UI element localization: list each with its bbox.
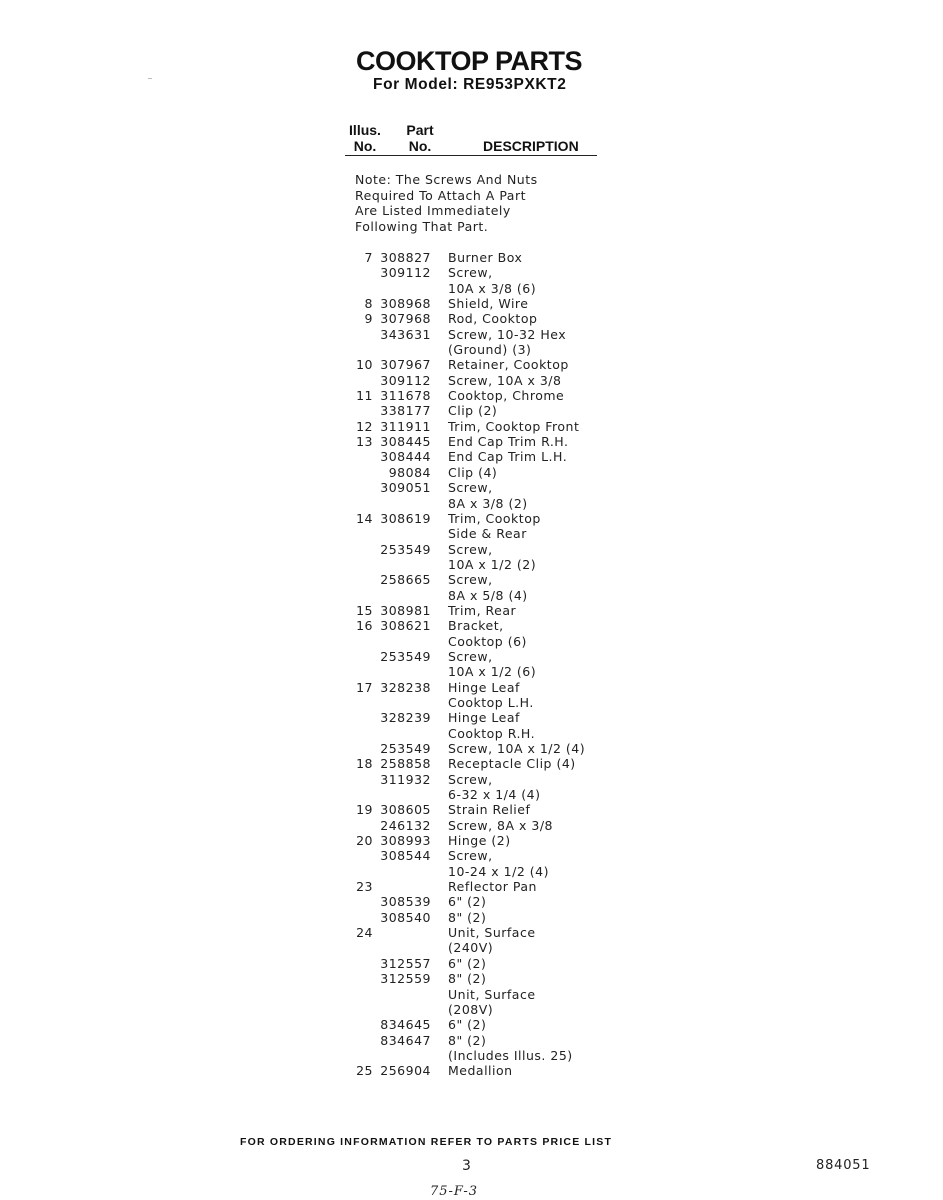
- illus-number: [345, 526, 373, 541]
- part-description: Retainer, Cooktop: [448, 357, 569, 373]
- illus-number: [345, 710, 373, 725]
- parts-row: [345, 848, 635, 863]
- part-description: Screw, 8A x 3/8: [448, 817, 553, 833]
- part-description: Clip (2): [448, 403, 498, 419]
- illus-number: [345, 449, 373, 464]
- part-description: Cooktop, Chrome: [448, 388, 565, 404]
- part-number: [373, 726, 431, 741]
- parts-row: [345, 403, 635, 418]
- parts-row: [345, 588, 635, 603]
- part-number: 311911: [380, 418, 431, 434]
- illus-number: [345, 480, 373, 495]
- parts-row: [345, 480, 635, 495]
- parts-row: [345, 664, 635, 679]
- part-number: [373, 281, 431, 296]
- part-number: 309112: [380, 265, 431, 281]
- parts-row: [345, 557, 635, 572]
- illus-number: 24: [356, 925, 373, 941]
- part-description: Screw,: [448, 648, 493, 664]
- illus-number: 23: [356, 879, 373, 895]
- parts-row: [345, 634, 635, 649]
- parts-row: [345, 357, 635, 372]
- part-number: 312559: [380, 971, 431, 987]
- part-number: 308445: [380, 434, 431, 450]
- parts-row: [345, 603, 635, 618]
- parts-row: [345, 894, 635, 909]
- part-description: 8" (2): [448, 1032, 487, 1048]
- parts-row: [345, 296, 635, 311]
- header-rule: [345, 155, 597, 156]
- part-number: [373, 940, 431, 955]
- part-number: 308444: [380, 449, 431, 465]
- handwritten-mark: 75-F-3: [430, 1184, 479, 1199]
- parts-row: [345, 281, 635, 296]
- document-code: 884051: [816, 1158, 871, 1173]
- part-description: (Includes Illus. 25): [448, 1047, 573, 1063]
- part-number: 98084: [388, 464, 431, 480]
- column-header-illus-no: Illus. No.: [349, 122, 381, 154]
- part-number: [373, 634, 431, 649]
- illus-number: [345, 1033, 373, 1048]
- illus-number: 12: [356, 418, 373, 434]
- parts-row: [345, 925, 635, 940]
- part-number: [373, 695, 431, 710]
- part-description: (240V): [448, 940, 494, 956]
- part-description: Screw,: [448, 572, 493, 588]
- parts-row: [345, 511, 635, 526]
- parts-row: [345, 1048, 635, 1063]
- part-description: 10-24 x 1/2 (4): [448, 863, 549, 879]
- part-number: 328239: [380, 710, 431, 726]
- parts-row: [345, 956, 635, 971]
- part-description: Unit, Surface: [448, 986, 536, 1002]
- parts-row: [345, 373, 635, 388]
- ordering-info: FOR ORDERING INFORMATION REFER TO PARTS PRICE LIST: [240, 1136, 613, 1148]
- parts-row: [345, 526, 635, 541]
- illus-number: [345, 281, 373, 296]
- illus-number: [345, 987, 373, 1002]
- parts-row: [345, 726, 635, 741]
- part-number: 307967: [380, 357, 431, 373]
- part-description: Screw,: [448, 480, 493, 496]
- parts-row: [345, 787, 635, 802]
- illus-number: [345, 496, 373, 511]
- part-description: 8" (2): [448, 971, 487, 987]
- parts-row: [345, 940, 635, 955]
- part-description: Side & Rear: [448, 526, 527, 542]
- part-description: Reflector Pan: [448, 879, 537, 895]
- parts-row: [345, 265, 635, 280]
- part-description: End Cap Trim R.H.: [448, 434, 569, 450]
- part-description: 6-32 x 1/4 (4): [448, 787, 541, 803]
- part-number: 308539: [380, 894, 431, 910]
- illus-number: [345, 726, 373, 741]
- part-number: 309051: [380, 480, 431, 496]
- illus-number: [345, 787, 373, 802]
- page-title: COOKTOP PARTS: [356, 46, 583, 76]
- part-description: Medallion: [448, 1063, 513, 1079]
- part-description: Hinge Leaf: [448, 679, 520, 695]
- part-description: Hinge (2): [448, 833, 511, 849]
- part-number: [373, 925, 431, 940]
- part-number: 253549: [380, 741, 431, 756]
- illus-number: [345, 342, 373, 357]
- illus-number: [345, 634, 373, 649]
- parts-row: [345, 496, 635, 511]
- parts-row: [345, 879, 635, 894]
- part-description: End Cap Trim L.H.: [448, 449, 568, 465]
- illus-number: 17: [356, 679, 373, 695]
- part-number: 308993: [380, 833, 431, 849]
- part-number: [373, 864, 431, 879]
- illus-number: [345, 695, 373, 710]
- parts-row: [345, 1063, 635, 1078]
- illus-number: [345, 664, 373, 679]
- page-number: 3: [462, 1158, 471, 1174]
- parts-row: [345, 1033, 635, 1048]
- part-number: [373, 496, 431, 511]
- illus-number: [345, 864, 373, 879]
- part-number: 308544: [380, 848, 431, 864]
- scan-speck: [148, 78, 152, 79]
- illus-number: [345, 1048, 373, 1063]
- parts-row: [345, 971, 635, 986]
- part-description: (Ground) (3): [448, 342, 532, 358]
- part-number: 307968: [380, 311, 431, 327]
- parts-row: [345, 388, 635, 403]
- parts-row: [345, 465, 635, 480]
- model-subtitle: For Model: RE953PXKT2: [373, 76, 567, 93]
- part-description: 8A x 3/8 (2): [448, 495, 528, 511]
- illus-number: 8: [364, 296, 373, 312]
- illus-number: [345, 588, 373, 603]
- part-description: Screw,: [448, 771, 493, 787]
- illus-number: [345, 894, 373, 909]
- parts-row: [345, 680, 635, 695]
- part-number: [373, 987, 431, 1002]
- part-number: 308540: [380, 909, 431, 925]
- illus-number: [345, 557, 373, 572]
- part-number: 343631: [380, 326, 431, 342]
- part-number: 834645: [380, 1017, 431, 1033]
- part-number: 258858: [380, 756, 431, 772]
- illus-number: 14: [356, 510, 373, 526]
- part-number: 256904: [380, 1063, 431, 1079]
- parts-row: [345, 1002, 635, 1017]
- part-number: 309112: [380, 372, 431, 388]
- part-number: 246132: [380, 817, 431, 833]
- illus-number: [345, 572, 373, 587]
- illus-number: 25: [356, 1063, 373, 1079]
- illus-number: [345, 403, 373, 418]
- illus-number: [345, 818, 373, 833]
- part-description: 8" (2): [448, 909, 487, 925]
- illus-number: [345, 910, 373, 925]
- part-description: Strain Relief: [448, 802, 531, 818]
- illus-number: 11: [356, 388, 373, 404]
- part-number: 308827: [380, 250, 431, 265]
- parts-row: [345, 649, 635, 664]
- parts-row: [345, 434, 635, 449]
- part-number: 308605: [380, 802, 431, 818]
- part-number: 328238: [380, 679, 431, 695]
- part-number: [373, 342, 431, 357]
- part-description: Trim, Rear: [448, 602, 517, 618]
- part-description: Screw, 10-32 Hex: [448, 326, 567, 342]
- illus-number: 19: [356, 802, 373, 818]
- parts-row: [345, 802, 635, 817]
- parts-row: [345, 419, 635, 434]
- part-description: Rod, Cooktop: [448, 311, 538, 327]
- part-number: [373, 588, 431, 603]
- illus-number: [345, 1017, 373, 1032]
- illus-number: 16: [356, 618, 373, 634]
- parts-row: [345, 1017, 635, 1032]
- part-description: 6" (2): [448, 1017, 487, 1033]
- part-description: Cooktop L.H.: [448, 694, 534, 710]
- parts-row: [345, 449, 635, 464]
- illus-number: 18: [356, 756, 373, 772]
- part-number: 338177: [380, 403, 431, 419]
- illus-number: 7: [364, 250, 373, 265]
- part-number: 308621: [380, 618, 431, 634]
- part-description: Receptacle Clip (4): [448, 756, 576, 772]
- illus-number: [345, 542, 373, 557]
- part-description: Cooktop (6): [448, 633, 527, 649]
- part-number: 311678: [380, 388, 431, 404]
- part-number: [373, 526, 431, 541]
- illus-number: 15: [356, 602, 373, 618]
- parts-row: [345, 250, 635, 265]
- part-description: Hinge Leaf: [448, 710, 520, 726]
- illus-number: [345, 741, 373, 756]
- illus-number: [345, 465, 373, 480]
- part-number: 308968: [380, 296, 431, 312]
- part-description: Screw,: [448, 265, 493, 281]
- column-header-part-no: Part No.: [406, 122, 434, 154]
- parts-row: [345, 327, 635, 342]
- part-description: Bracket,: [448, 618, 504, 634]
- part-description: 10A x 1/2 (2): [448, 556, 537, 572]
- part-description: Burner Box: [448, 250, 523, 265]
- part-description: (208V): [448, 1001, 494, 1017]
- part-description: Cooktop R.H.: [448, 725, 536, 741]
- parts-row: [345, 572, 635, 587]
- part-description: 10A x 1/2 (6): [448, 664, 537, 680]
- illus-number: [345, 956, 373, 971]
- part-description: Screw,: [448, 541, 493, 557]
- illus-number: [345, 1002, 373, 1017]
- part-description: Trim, Cooktop: [448, 510, 541, 526]
- illus-number: 13: [356, 434, 373, 450]
- illus-number: [345, 940, 373, 955]
- parts-row: [345, 741, 635, 756]
- parts-row: [345, 987, 635, 1002]
- part-description: Trim, Cooktop Front: [448, 418, 580, 434]
- part-description: Unit, Surface: [448, 925, 536, 941]
- parts-row: [345, 864, 635, 879]
- part-number: [373, 557, 431, 572]
- part-description: Screw, 10A x 3/8: [448, 372, 562, 388]
- parts-row: [345, 910, 635, 925]
- part-number: [373, 787, 431, 802]
- illus-number: [345, 373, 373, 388]
- part-description: 6" (2): [448, 955, 487, 971]
- part-number: 308619: [380, 510, 431, 526]
- part-description: Clip (4): [448, 464, 498, 480]
- parts-row: [345, 818, 635, 833]
- parts-row: [345, 311, 635, 326]
- part-number: [373, 879, 431, 894]
- illus-number: 9: [364, 311, 373, 327]
- illus-number: [345, 772, 373, 787]
- part-number: 311932: [380, 771, 431, 787]
- part-number: [373, 664, 431, 679]
- parts-list: [345, 250, 635, 1079]
- illus-number: [345, 327, 373, 342]
- parts-row: [345, 710, 635, 725]
- part-number: 834647: [380, 1032, 431, 1048]
- part-number: 308981: [380, 602, 431, 618]
- part-number: 258665: [380, 572, 431, 588]
- part-number: [373, 1002, 431, 1017]
- illus-number: 20: [356, 833, 373, 849]
- illus-number: [345, 848, 373, 863]
- parts-row: [345, 618, 635, 633]
- part-description: 6" (2): [448, 894, 487, 910]
- part-number: 312557: [380, 955, 431, 971]
- parts-row: [345, 342, 635, 357]
- part-number: [373, 1048, 431, 1063]
- illus-number: [345, 971, 373, 986]
- part-description: 8A x 5/8 (4): [448, 587, 528, 603]
- parts-row: [345, 772, 635, 787]
- illus-number: [345, 265, 373, 280]
- illus-number: [345, 649, 373, 664]
- part-description: Shield, Wire: [448, 296, 529, 312]
- parts-row: [345, 695, 635, 710]
- part-description: 10A x 3/8 (6): [448, 280, 537, 296]
- part-number: 253549: [380, 541, 431, 557]
- parts-row: [345, 756, 635, 771]
- parts-row: [345, 833, 635, 848]
- assembly-note: Note: The Screws And Nuts Required To Attach A Part Are Listed Immediately Following That Part.: [355, 172, 538, 234]
- illus-number: 10: [356, 357, 373, 373]
- part-description: Screw,: [448, 848, 493, 864]
- part-number: 253549: [380, 648, 431, 664]
- parts-row: [345, 542, 635, 557]
- column-header-description: DESCRIPTION: [483, 138, 579, 154]
- part-description: Screw, 10A x 1/2 (4): [448, 741, 586, 756]
